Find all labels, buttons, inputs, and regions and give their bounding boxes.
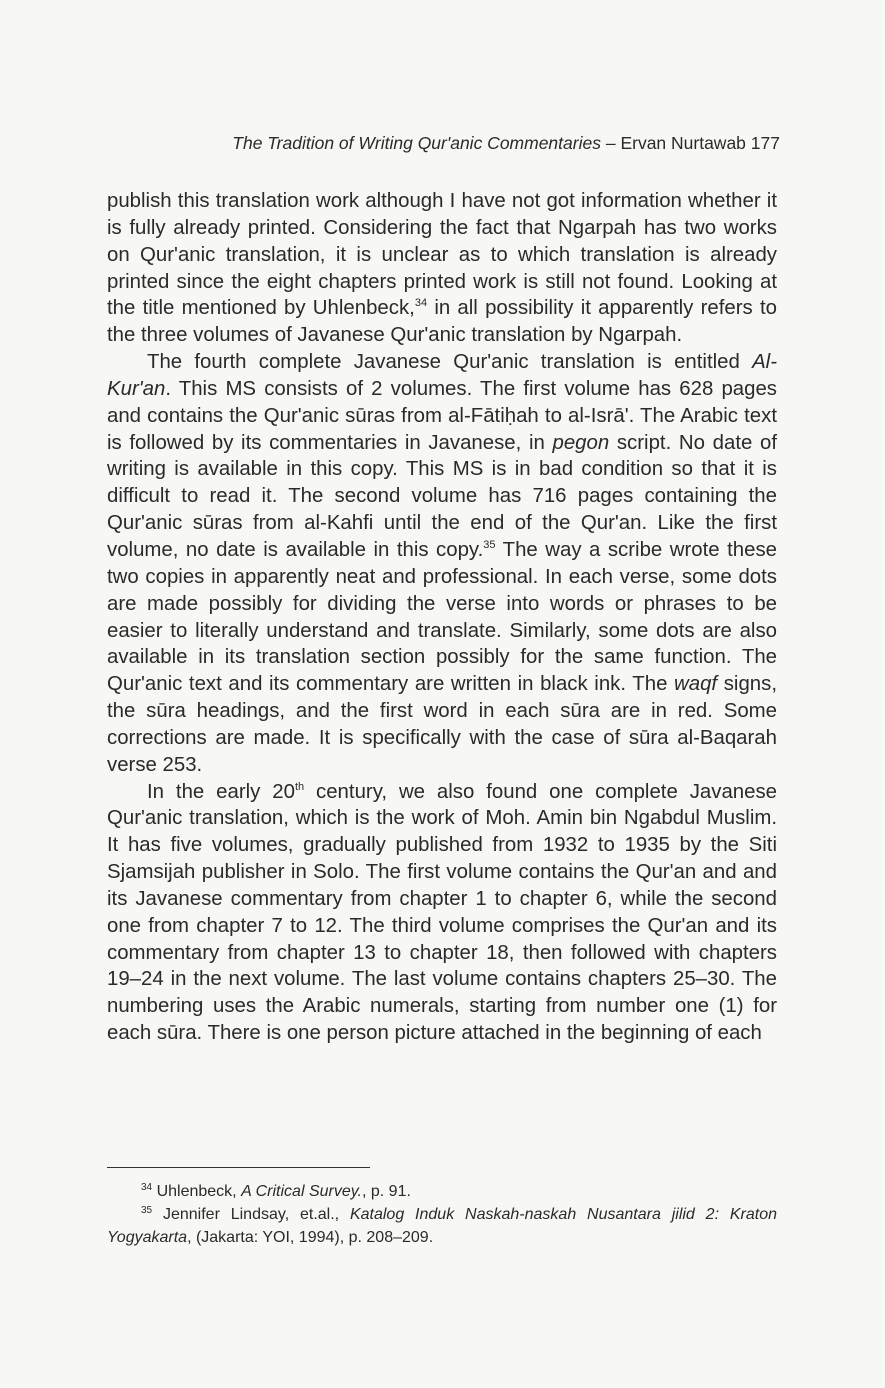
italic-text: Al-Kur'an — [107, 351, 777, 400]
running-head — [100, 133, 780, 154]
footnote-ref: th — [294, 780, 305, 793]
paragraph — [107, 779, 777, 1047]
footnote-ref: 34 — [414, 297, 428, 310]
text-run: century, we also found one complete Javanese Qur'anic translation, which is the work of Moh. Amin bin Ngabdul Muslim. It has five volumes, gradually published from 1932 to 1935 by the Siti Sjamsijah publisher in Solo. The first volume contains the Qur'an and and its Javanese commentary from chapter 1 to chapter 6, while the second one from chapter 7 to 12. The third volume comprises the Qur'an and its commentary from chapter 13 to chapter 18, then followed with chapters 19–24 in the next volume. The last volume contains chapters 25–30. The numbering uses the Arabic numerals, starting from number one (1) for each sūra. There is one person picture attached in the beginning of each — [107, 780, 777, 1045]
body-text — [107, 188, 777, 1047]
footnote-ref: 35 — [483, 538, 496, 551]
paragraph — [107, 188, 777, 349]
text-run: , (Jakarta: YOI, 1994), p. 208–209. — [187, 1229, 434, 1246]
footnote-number: 34 — [141, 1182, 153, 1193]
running-head-title: The Tradition of Writing Qur'anic Commentaries — [232, 133, 601, 153]
running-head-separator: – — [600, 133, 621, 153]
footnote-divider — [107, 1167, 370, 1168]
footnotes — [107, 1180, 777, 1249]
text-run: Uhlenbeck, — [156, 1183, 242, 1200]
running-head-author: Ervan Nurtawab — [620, 133, 746, 153]
page-number: 177 — [750, 133, 780, 153]
text-run: In the early 20 — [147, 780, 295, 803]
text-run: The fourth complete Javanese Qur'anic translation is entitled — [147, 351, 753, 374]
italic-text: A Critical Survey. — [241, 1183, 362, 1200]
text-run: . This MS consists of 2 volumes. The first volume has 628 pages and contains the Qur'anic sūras from al-Fātiḥah to al-Isrā'. The Arabic text is followed by its commentaries in Javanese, in — [107, 377, 777, 454]
text-run: , p. 91. — [362, 1183, 411, 1200]
footnote-number: 35 — [141, 1205, 153, 1216]
paragraph — [107, 349, 777, 779]
italic-text: Katalog Induk Naskah-naskah Nusantara jilid 2: Kraton Yogyakarta — [107, 1206, 777, 1246]
footnote — [107, 1203, 777, 1249]
italic-text: pegon — [552, 431, 610, 454]
text-run: script. No date of writing is available in this copy. This MS is in bad condition so that it is difficult to read it. The second volume has 716 pages containing the Qur'anic sūras from al-Kahfi until the end of the Qur'an. Like the first volume, no date is available in this copy. — [107, 431, 777, 561]
text-run: in all possibility it apparently refers to the three volumes of Javanese Qur'anic translation by Ngarpah. — [107, 297, 777, 347]
italic-text: waqf — [674, 673, 718, 696]
text-run: publish this translation work although I have not got information whether it is fully already printed. Considering the fact that Ngarpah has two works on Qur'anic translation, it is unclear as to which translation is already printed since the eight chapters printed work is still not found. Looking at the title mentioned by Uhlenbeck, — [107, 190, 777, 320]
text-run: signs, the sūra headings, and the first word in each sūra are in red. Some corrections are made. It is specifically with the case of sūra al-Baqarah verse 253. — [107, 673, 777, 776]
text-run: Jennifer Lindsay, et.al., — [162, 1206, 350, 1223]
footnote — [107, 1180, 777, 1203]
text-run: The way a scribe wrote these two copies in apparently neat and professional. In each verse, some dots are made possibly for dividing the verse into words or phrases to be easier to literally understand and translate. Similarly, some dots are also available in its translation section possibly for the same function. The Qur'anic text and its commentary are written in black ink. The — [107, 538, 777, 696]
